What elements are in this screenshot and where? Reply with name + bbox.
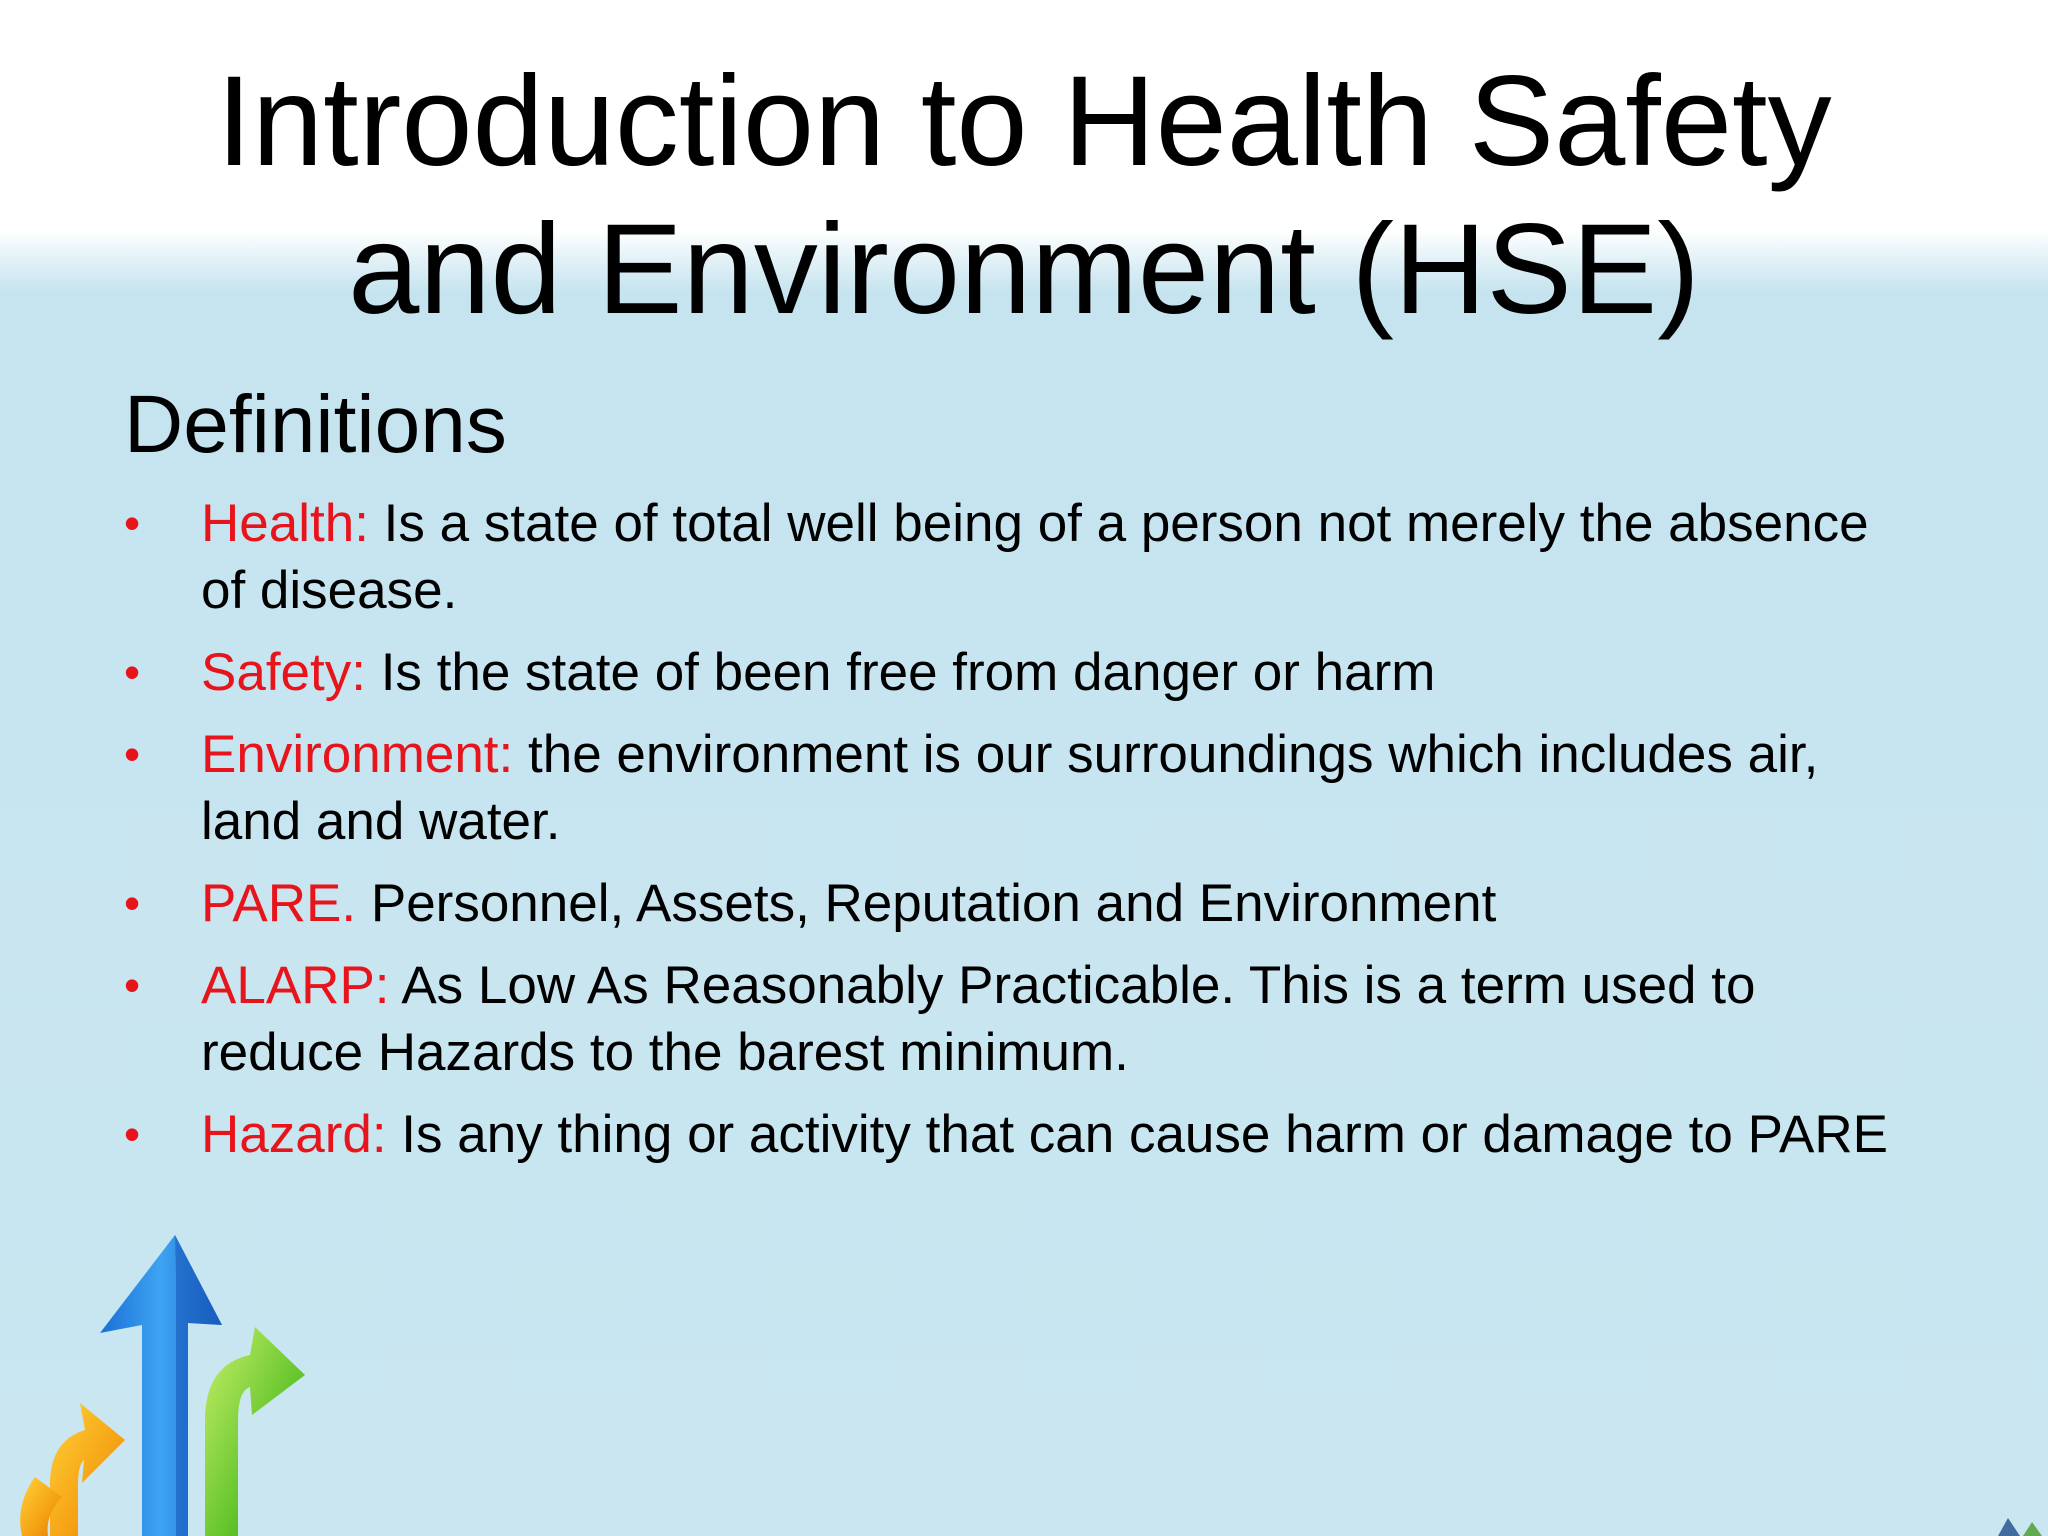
title-line-1: Introduction to Health Safety — [216, 50, 1832, 193]
section-heading: Definitions — [124, 379, 507, 470]
definition-term: Environment: — [201, 725, 514, 784]
definition-text: Is a state of total well being of a person not merely the absence of disease. — [201, 494, 1869, 620]
title-line-2: and Environment (HSE) — [348, 198, 1700, 341]
definition-item-pare — [124, 870, 1904, 937]
bullet-icon: • — [124, 1108, 141, 1160]
bullet-icon: • — [124, 646, 141, 698]
green-arrow-shape — [205, 1327, 305, 1536]
definition-item-environment — [124, 721, 1904, 855]
definition-term: PARE. — [201, 874, 357, 933]
definition-term: ALARP: — [201, 956, 390, 1015]
growth-arrows-icon — [0, 1215, 340, 1536]
bullet-icon: • — [124, 728, 141, 780]
corner-arrows-icon — [1928, 1506, 2048, 1536]
definition-item-alarp — [124, 952, 1904, 1086]
definition-text: Is the state of been free from danger or harm — [365, 643, 1436, 702]
definition-text: Personnel, Assets, Reputation and Environment — [356, 874, 1497, 933]
orange-arrow-shape — [50, 1403, 125, 1536]
bullet-icon: • — [124, 877, 141, 929]
blue-arrow-shape — [100, 1235, 222, 1536]
definition-item-safety — [124, 639, 1904, 706]
definition-text: As Low As Reasonably Practicable. This is a term used to reduce Hazards to the barest minimum. — [201, 956, 1756, 1082]
definitions-list — [124, 490, 1904, 1183]
definition-term: Health: — [201, 494, 369, 553]
definition-item-hazard — [124, 1101, 1904, 1168]
definition-text: Is any thing or activity that can cause harm or damage to PARE — [386, 1105, 1888, 1164]
definition-item-health — [124, 490, 1904, 624]
slide-title — [0, 48, 2048, 344]
definition-text: the environment is our surroundings which includes air, land and water. — [201, 725, 1819, 851]
bullet-icon: • — [124, 497, 141, 549]
definition-term: Safety: — [201, 643, 366, 702]
bullet-icon: • — [124, 959, 141, 1011]
definition-term: Hazard: — [201, 1105, 387, 1164]
